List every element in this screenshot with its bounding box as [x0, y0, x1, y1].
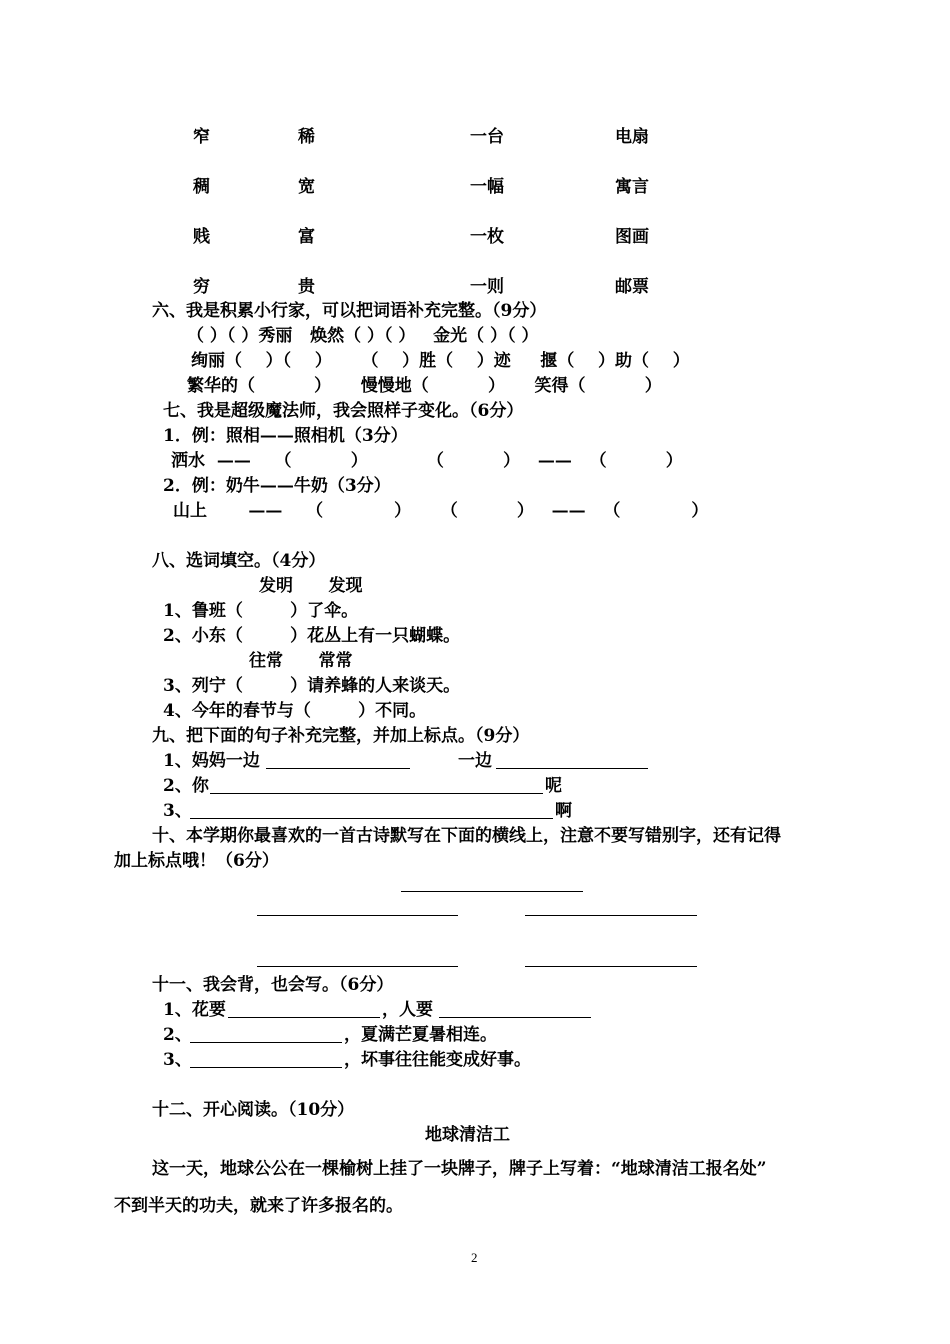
- match-word: 贱: [193, 227, 210, 247]
- match-word: 宽: [298, 177, 315, 197]
- question-2-suffix: ，夏满芒夏暑相连。: [344, 1025, 497, 1045]
- question-2-suffix: 呢: [545, 776, 562, 796]
- match-word: 图画: [615, 227, 649, 247]
- question-2-prefix: 2、: [163, 1025, 192, 1045]
- question-1: 1、鲁班（ ）了伞。: [163, 601, 359, 621]
- match-word: 一枚: [470, 227, 504, 247]
- section-6-line-2: 绚丽（ ）（ ） （ ）胜（ ）迹 揠（ ）助（ ）: [191, 351, 690, 371]
- story-paragraph-line-1: 这一天，地球公公在一棵榆树上挂了一块牌子，牌子上写着：“地球清洁工报名处”: [152, 1159, 767, 1179]
- match-word: 富: [298, 227, 315, 247]
- question-1-middle: ，人要: [382, 1000, 433, 1020]
- match-word: 一则: [470, 277, 504, 297]
- section-7-row-1: 洒水 —— （ ） （ ） —— （ ）: [171, 451, 683, 471]
- section-10-line-1: 十、本学期你最喜欢的一首古诗默写在下面的横线上，注意不要写错别字，还有记得: [152, 826, 781, 846]
- section-6-line-3: 繁华的（ ） 慢慢地（ ） 笑得（ ）: [187, 376, 662, 396]
- story-title: 地球清洁工: [425, 1125, 510, 1145]
- question-3: 3、列宁（ ）请养蜂的人来谈天。: [163, 676, 461, 696]
- section-7-title: 七、我是超级魔法师，我会照样子变化。（6分）: [163, 401, 524, 421]
- question-2-prefix: 2、你: [163, 776, 209, 796]
- match-word: 一幅: [470, 177, 504, 197]
- answer-line[interactable]: [228, 1017, 380, 1018]
- answer-line[interactable]: [190, 818, 553, 819]
- match-word: 电扇: [615, 127, 649, 147]
- question-3-suffix: ，坏事往往能变成好事。: [344, 1050, 531, 1070]
- answer-line[interactable]: [266, 768, 410, 769]
- poem-line[interactable]: [257, 966, 458, 967]
- match-word: 窄: [193, 127, 210, 147]
- section-9-title: 九、把下面的句子补充完整，并加上标点。（9分）: [152, 726, 530, 746]
- word-choices-1: 发明 发现: [259, 576, 363, 596]
- match-word: 寓言: [615, 177, 649, 197]
- answer-line[interactable]: [496, 768, 648, 769]
- word-choices-2: 往常 常常: [249, 651, 353, 671]
- match-word: 邮票: [615, 277, 649, 297]
- question-2: 2、小东（ ）花丛上有一只蝴蝶。: [163, 626, 461, 646]
- question-3-suffix: 啊: [555, 801, 572, 821]
- section-12-title: 十二、开心阅读。（10分）: [152, 1100, 355, 1120]
- question-1-prefix: 1、妈妈一边: [163, 751, 260, 771]
- match-word: 穷: [193, 277, 210, 297]
- poem-line[interactable]: [525, 966, 697, 967]
- question-1-middle: 一边: [458, 751, 492, 771]
- section-7-example-1: 1．例：照相——照相机（3分）: [163, 426, 408, 446]
- question-3-prefix: 3、: [163, 801, 192, 821]
- match-word: 稠: [193, 177, 210, 197]
- section-10-line-2: 加上标点哦！（6分）: [114, 851, 279, 871]
- poem-line[interactable]: [525, 915, 697, 916]
- answer-line[interactable]: [210, 793, 543, 794]
- match-word: 一台: [470, 127, 504, 147]
- section-7-row-2: 山上 —— （ ） （ ） —— （ ）: [173, 501, 709, 521]
- answer-line[interactable]: [439, 1017, 591, 1018]
- poem-line[interactable]: [401, 891, 583, 892]
- answer-line[interactable]: [190, 1042, 342, 1043]
- section-6-title: 六、我是积累小行家，可以把词语补充完整。（9分）: [152, 301, 547, 321]
- question-1-prefix: 1、花要: [163, 1000, 226, 1020]
- poem-line[interactable]: [257, 915, 458, 916]
- question-3-prefix: 3、: [163, 1050, 192, 1070]
- section-6-line-1: （ ）（ ）秀丽 焕然（ ）（ ） 金光（ ）（ ）: [187, 326, 539, 346]
- match-word: 稀: [298, 127, 315, 147]
- section-8-title: 八、选词填空。（4分）: [152, 551, 326, 571]
- match-word: 贵: [298, 277, 315, 297]
- page-number: 2: [471, 1250, 478, 1265]
- question-4: 4、今年的春节与（ ）不同。: [163, 701, 427, 721]
- section-11-title: 十一、我会背，也会写。（6分）: [152, 975, 394, 995]
- section-7-example-2: 2．例：奶牛——牛奶（3分）: [163, 476, 391, 496]
- story-paragraph-line-2: 不到半天的功夫，就来了许多报名的。: [114, 1196, 403, 1216]
- answer-line[interactable]: [190, 1067, 342, 1068]
